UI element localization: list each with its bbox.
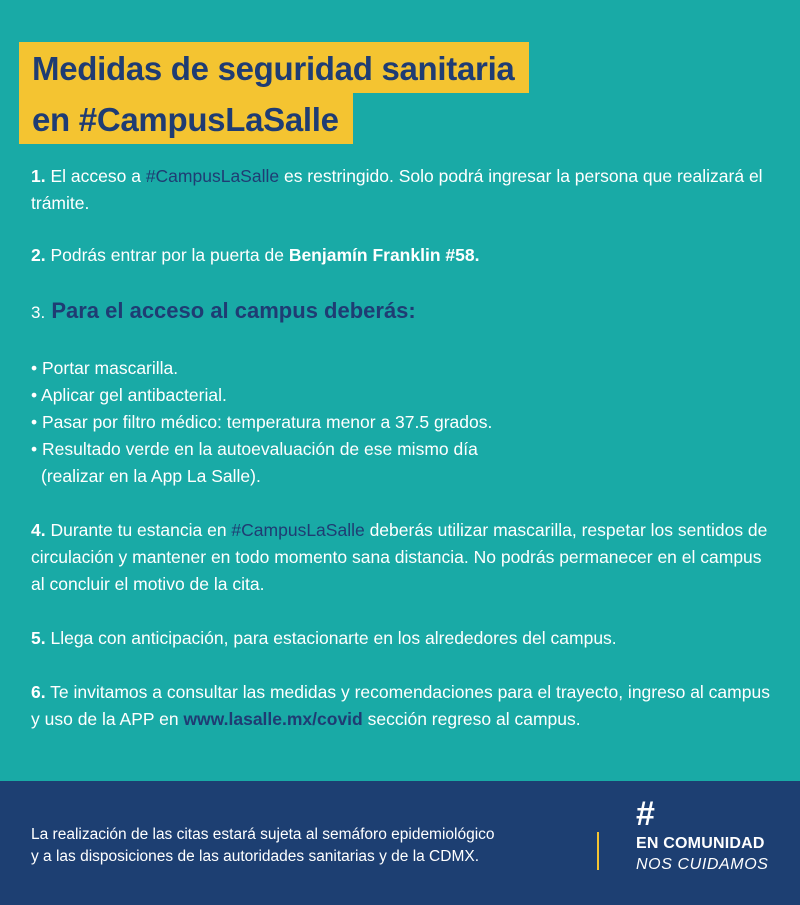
item-1-text-pre: El acceso a: [45, 166, 146, 186]
footer-band: [0, 781, 800, 905]
item-6: [31, 679, 771, 733]
item-3-number: 3.: [31, 303, 46, 322]
covid-info-link[interactable]: www.lasalle.mx/covid: [183, 709, 363, 729]
item-5-number: 5.: [31, 628, 46, 648]
item-6-text-pre: Te invitamos a consultar las medidas y recomendaciones para el trayecto, ingreso al campus y uso de la APP en: [31, 682, 770, 729]
requirement-gel: • Aplicar gel antibacterial.: [31, 385, 227, 405]
title-line-2: en #CampusLaSalle: [19, 93, 353, 144]
campaign-line-1: EN COMUNIDAD: [636, 835, 765, 852]
entrance-address: Benjamín Franklin #58.: [288, 245, 480, 265]
campaign-line-2: NOS CUIDAMOS: [636, 856, 769, 873]
hash-icon: #: [636, 795, 655, 833]
campus-hashtag: #CampusLaSalle: [145, 166, 280, 186]
access-requirements-heading: Para el acceso al campus deberás:: [51, 298, 416, 323]
requirement-mask: • Portar mascarilla.: [31, 358, 179, 378]
item-3: [31, 296, 771, 328]
item-6-number: 6.: [31, 682, 46, 702]
item-5: [31, 625, 771, 652]
footer-line-2: y a las disposiciones de las autoridades sanitarias y de la CDMX.: [31, 848, 480, 865]
item-4-text-pre: Durante tu estancia en: [45, 520, 232, 540]
title-line-1: Medidas de seguridad sanitaria: [19, 42, 529, 93]
requirement-temperature: • Pasar por filtro médico: temperatura menor a 37.5 grados.: [31, 412, 493, 432]
item-1: [31, 163, 771, 217]
item-5-text: Llega con anticipación, para estacionarte en los alrededores del campus.: [45, 628, 617, 648]
item-6-text-post: sección regreso al campus.: [362, 709, 581, 729]
campus-hashtag: #CampusLaSalle: [231, 520, 365, 540]
footer-disclaimer: [31, 824, 591, 868]
page-title: [19, 42, 529, 144]
item-4-text-post: deberás utilizar mascarilla, respetar los sentidos de circulación y mantener en todo momento sana distancia. No podrás permanecer en el campus al concluir el motivo de la cita.: [31, 520, 768, 594]
item-4: [31, 517, 771, 598]
requirement-self-assessment-note: (realizar en la App La Salle).: [41, 466, 261, 486]
item-1-text-post: es restringido. Solo podrá ingresar la persona que realizará el trámite.: [31, 166, 763, 213]
item-1-number: 1.: [31, 166, 46, 186]
item-4-number: 4.: [31, 520, 46, 540]
requirement-self-assessment: • Resultado verde en la autoevaluación de ese mismo día: [31, 439, 478, 459]
item-2-text: Podrás entrar por la puerta de: [45, 245, 289, 265]
item-2-number: 2.: [31, 245, 46, 265]
measures-list: [31, 163, 771, 733]
footer-divider: [597, 832, 599, 870]
requirements-list: [31, 355, 771, 490]
footer-line-1: La realización de las citas estará sujeta al semáforo epidemiológico: [31, 826, 495, 843]
campaign-logo: [636, 797, 769, 875]
item-2: [31, 242, 771, 269]
